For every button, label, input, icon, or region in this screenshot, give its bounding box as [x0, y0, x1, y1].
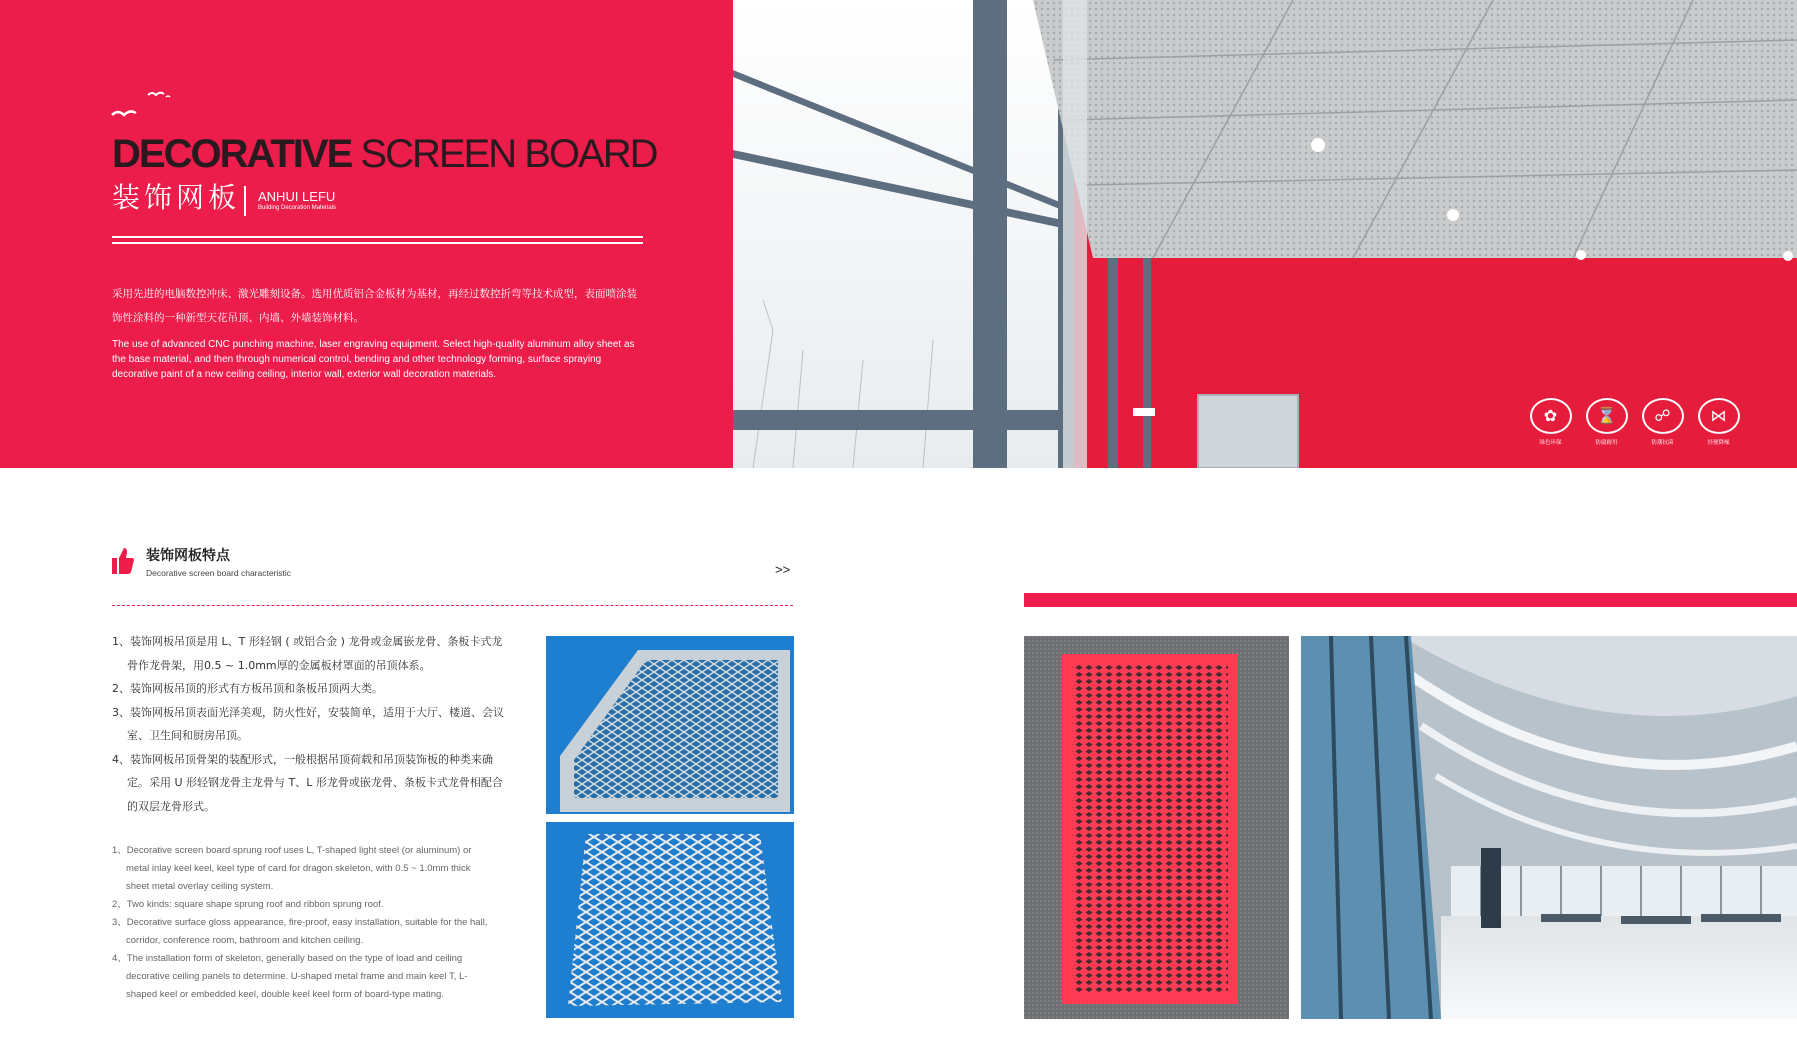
framed-mesh-panel-photo: [546, 636, 794, 814]
list-item: 1、装饰网板吊顶是用 L、T 形轻钢 ( 或铝合金 ) 龙骨或金属嵌龙骨、条板卡式龙骨作龙骨架，用0.5 ~ 1.0mm厚的金属板材罩面的吊顶体系。: [112, 635, 503, 672]
hero-panel: [0, 0, 733, 468]
list-item: 3、装饰网板吊顶表面光泽美观，防火性好，安装简单，适用于大厅、楼道、会议室、卫生间和厨房吊顶。: [112, 705, 504, 742]
list-item: 3、Decorative surface gloss appearance, fire-proof, easy installation, suitable for the hall, corridor, conference room, bathroom and kitchen ceiling.: [112, 917, 488, 946]
cert-badge: [1640, 398, 1685, 446]
list-item: 2、装饰网板吊顶的形式有方板吊顶和条板吊顶两大类。: [112, 682, 383, 695]
brand-name: ANHUI LEFU: [258, 189, 336, 204]
birds-icon: [108, 85, 180, 127]
hero-double-rule: [112, 236, 643, 244]
cert-label: 防潮抗菌: [1651, 440, 1674, 446]
cert-badge: [1584, 398, 1629, 446]
hero-description-en: The use of advanced CNC punching machine, laser engraving equipment. Select high-quality aluminum alloy sheet as the base material, and then through numerical control, bending and other technology forming, surface spraying decorative paint of a new ceiling ceiling, interior wall, exterior wall decoration materials.: [112, 339, 635, 380]
expanded-mesh-sheet-photo: [546, 822, 794, 1018]
bowtie-icon: ⋈: [1698, 398, 1740, 434]
hero-title: [112, 134, 672, 174]
dashed-divider: [112, 605, 793, 606]
hero-title-light: SCREEN BOARD: [360, 132, 657, 176]
features-list-en: [112, 842, 492, 1004]
cert-label: 防腐耐用: [1595, 440, 1618, 446]
thumbs-up-icon: [110, 546, 134, 576]
cert-label: 绿色环保: [1539, 440, 1562, 446]
cert-badge: [1528, 398, 1573, 446]
hourglass-icon: ⌛: [1586, 398, 1628, 434]
shield-icon: ☍: [1642, 398, 1684, 434]
section-title: 装饰网板特点: [146, 548, 230, 564]
brand-tagline: Building Decoration Materials: [258, 205, 337, 211]
leaf-icon: ✿: [1530, 398, 1572, 434]
certification-badges: [1528, 398, 1741, 446]
list-item: 4、装饰网板吊顶骨架的装配形式，一般根据吊顶荷载和吊顶装饰板的种类来确定。采用 U 形轻钢龙骨主龙骨与 T、L 形龙骨或嵌龙骨、条板卡式龙骨相配合的双层龙骨形式。: [112, 752, 503, 813]
hero-title-bold: DECORATIVE: [112, 132, 352, 176]
list-item: 1、Decorative screen board sprung roof uses L, T-shaped light steel (or aluminum) or metal inlay keel keel, keel type of card for dragon skeleton, with 0.5 ~ 1.0mm thick sheet metal overlay ceiling system.: [112, 845, 472, 892]
hero-title-cn: 装饰网板: [112, 181, 241, 214]
red-mesh-panel-photo: [1024, 636, 1289, 1019]
more-arrow[interactable]: >>: [775, 562, 791, 577]
features-list-cn: [112, 630, 512, 818]
hero-divider: [244, 186, 246, 216]
cert-label: 轻便降噪: [1707, 440, 1730, 446]
list-item: 4、The installation form of skeleton, generally based on the type of load and ceiling decorative ceiling panels to determine. U-shaped metal frame and main keel T, L-shaped keel or embedded keel, double keel keel form of board-type mating.: [112, 953, 468, 1000]
list-item: 2、Two kinds: square shape sprung roof and ribbon sprung roof.: [112, 899, 384, 910]
terminal-interior-photo: [1301, 636, 1797, 1019]
cert-badge: [1696, 398, 1741, 446]
section-subtitle: Decorative screen board characteristic: [146, 568, 292, 578]
accent-bar: [1024, 593, 1797, 607]
hero-description-cn: 采用先进的电脑数控冲床、激光雕刻设备。选用优质铝合金板材为基材，再经过数控折弯等技术成型，表面喷涂装饰性涂料的一种新型天花吊顶、内墙、外墙装饰材料。: [112, 288, 637, 324]
